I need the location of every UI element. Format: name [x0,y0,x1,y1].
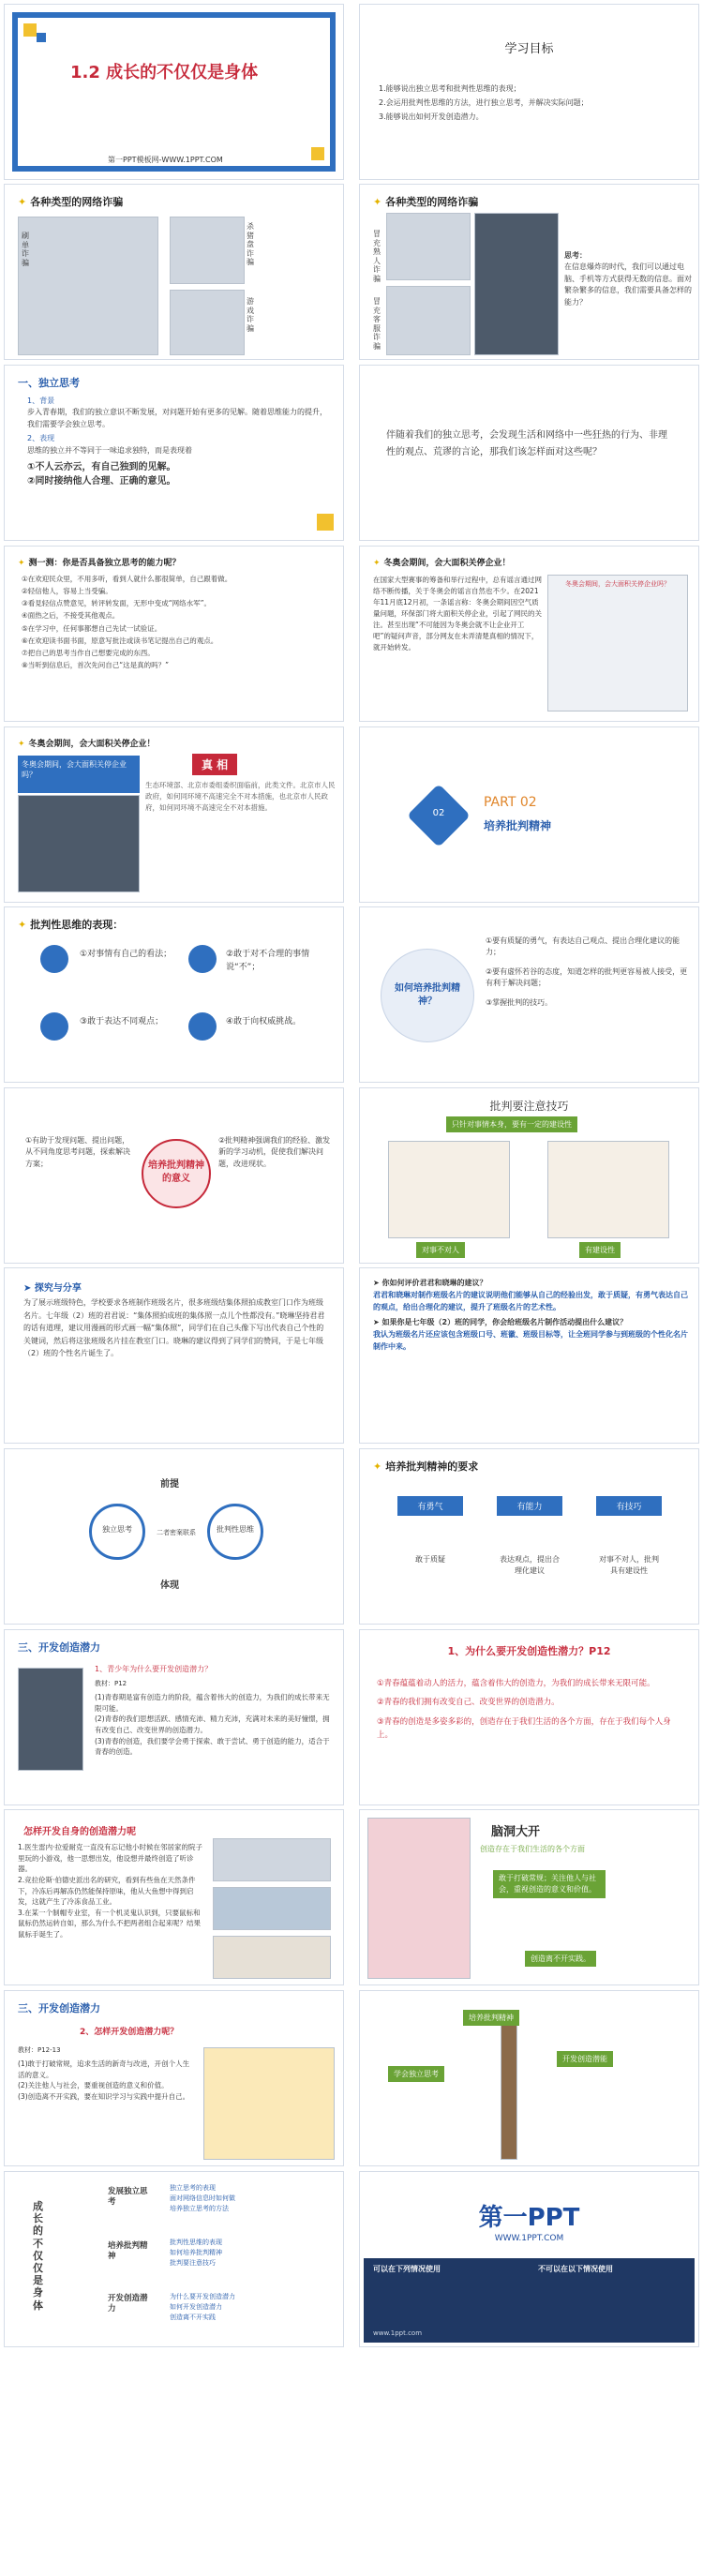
quiz-item: ①在欢迎民众里，不用多听，看到人就什么都很简单，自己跟着做。 [22,575,232,583]
cartoon-image [547,1141,669,1238]
bulb-icon: ✦ [18,919,27,931]
slide-how-critical[interactable] [359,906,699,1083]
slide-skill[interactable] [359,1087,699,1264]
brand-logo: 第一PPT [478,2204,580,2232]
create-list: ①青春蕴蕴着动人的活力，蕴含着伟大的创造力，为我们的成长带来无限可能。 ②青春的我们拥有改变自己、改变世界的创造潜力。 ③青春的创造是多姿多彩的，创造存在于我们生活的各个方面，存在于我们每个人身上。 [377,1679,671,1741]
bulb-icon: ✦ [373,1460,382,1473]
slide-create-2[interactable] [359,1629,699,1805]
summary-items: 独立思考的表现 面对网络信息时如何做 培养独立思考的方法 [170,2184,235,2213]
quiz-list [22,573,330,671]
req-desc: 敢于质疑 [415,1555,445,1564]
tree-left: 学会独立思考 [388,2066,444,2082]
bulb-icon: ✦ [18,559,25,568]
cartoon-image [170,217,245,284]
relation-mid: 二者密案联系 [157,1529,196,1536]
create-points: (1)青春期是富有创造力的阶段，蕴含着伟大的创造力，为我们的成长带来无限可能。 (2)青春的我们思想活跃、感情充沛、精力充沛，充满对未来的美好憧憬，拥有改变自己、改变世界的创造潜力。 (3)青春的创造，我们要学会勇于探索、敢于尝试、勇于创造的能力，适合于青春的创造。 [95,1693,330,1757]
blue-dot [188,1012,217,1041]
fish-image [213,1887,331,1930]
brainstorm-subtitle: 创造存在于我们生活的各个方面 [480,1845,585,1853]
truth-badge: 真 相 [192,754,237,775]
relation-right: 批判性思维 [217,1525,254,1534]
req-head: 有能力 [497,1496,562,1516]
collage-image [367,1818,471,1979]
fraud-label: 刷单诈骗 [22,232,29,267]
quiz-item: ⑦把自己的思考当作自己想要完成的东西。 [22,648,155,657]
blue-dot [188,945,217,973]
usage-table: 可以在下列情况使用 不可以在以下情况使用 www.1ppt.com [364,2258,695,2343]
how-list: ①要有质疑的勇气，有表达自己观点、提出合理化建议的能力； ②要有虚怀若谷的态度，知道怎样的批判更容易被人接受，更有利于解决问题； ③掌握批判的技巧。 [486,936,688,1007]
create-page: 教材：P12 [95,1680,127,1687]
tree-top: 培养批判精神 [463,2010,519,2026]
fraud-label: 冒充熟人诈骗 [373,230,381,283]
slide-create-1[interactable] [4,1629,344,1805]
skill-label: 对事不对人 [416,1242,465,1258]
center-label: 培养批判精神的意义 [148,1161,204,1184]
summary-items: 为什么要开发创造潜力 如何开发创造潜力 创造离不开实践 [170,2293,235,2322]
meaning-right: ②批判精神强调我们的经验、激发新的学习动机，促使我们解决问题，改进现状。 [218,1136,331,1168]
slide-how-create-2[interactable] [4,1990,344,2166]
relation-bottom: 体现 [160,1580,179,1591]
cartoon-image [170,290,245,355]
phone-image [474,213,559,355]
how-create-list: 1.医生雷内·拉爱耐克一直没有忘记他小时候在邻居家的院子里玩的小游戏，他一思想出发，他设想并最终创造了听诊器。 2.竞拉伦斯·伯德史派出名的研究，看到有些鱼在天然条件下，冷冻后再解冻仍然能保持原味，他从大鱼想中得到启发，这就产生了冷冻食品工业。 3.在某一个制帽专业室，有一个机灵鬼认识到，只要鼠标和鼠标仍然运转自如，那么为什么不把两者组合起来呢？结果鼠标手诞生了。 [18,1843,203,1939]
tree-right: 开发创造潜能 [557,2051,613,2067]
news-photo [18,795,140,892]
bulb-icon: ✦ [373,559,381,568]
quiz-item: ⑧当听到信息后，首次先问自己“这是真的吗？” [22,660,169,669]
olympic-body: 在国家大型赛事的筹备和举行过程中，总有谣言通过网络不断传播，关于冬奥会的谣言自然也不少。在2021年11月底12月初，一条谣言称：冬奥会期间因空气质量问题，环保部门将大面积关停企业，引起了网民的关注。甚至出现“不可能因为冬奥会就不让企业开工吧”的疑问声音，部分网友在未弄清楚真相的情况下，就开始转发。 [373,576,542,651]
how-create-page: 教材：P12-13 [18,2046,61,2054]
evaluate-content: ➤ 你如何评价君君和晓琳的建议？ 君君和晓琳对制作班级名片的建议说明他们能够从自己的经验出发，敢于质疑，有勇气表达自己的观点，给出合理化的建议，提升了班级名片的艺术性。 ➤ 如果你是七年级（2）班的同学，你会给班级名片制作活动提出什么建议？ 我认为班级名片还应该包含班级口号、班徽、班级目标等，让全班同学参与到班级的个性化名片制作中来。 [373,1279,688,1351]
slide-quiz[interactable] [4,546,344,722]
yellow-square [317,514,334,531]
cartoon-image [386,286,471,355]
stethoscope-image [213,1838,331,1881]
slide-evaluate[interactable] [359,1267,699,1444]
slide-explore[interactable] [4,1267,344,1444]
slide-subtitle: 第一PPT模板网-WWW.1PPT.COM [108,156,223,164]
bulb-icon: ✦ [18,196,27,208]
goals-title: 学习目标 [504,42,554,56]
bulb-icon: ✦ [18,740,25,749]
cartoon-image [18,217,158,355]
slide-requirements[interactable] [359,1448,699,1625]
slide-meaning[interactable] [4,1087,344,1264]
summary-head: 发展独立思考 [108,2187,148,2208]
req-head: 有技巧 [596,1496,662,1516]
critical-item: ③敢于表达不同观点； [80,1017,164,1026]
quiz-item: ③看見轻信点赞意见，转评转发面，无形中变成“网络水军”。 [22,599,211,608]
slide-heading: ✦ 冬奥会期间，会大面积关停企业！ [18,740,156,749]
summary-items: 批判性思维的表现 如何培养批判精神 批判要注意技巧 [170,2239,222,2268]
slide-goals[interactable] [359,4,699,180]
slide-part02[interactable] [359,726,699,903]
summary-vertical: 成长的不仅仅是身体 [33,2200,43,2312]
reflect-text: 伴随着我们的独立思考，会发现生活和网络中一些狂热的行为、非理性的观点、荒谬的言论，那我们该怎样面对这些呢？ [386,430,667,457]
brainstorm-title: 脑洞大开 [491,1825,541,1839]
req-desc: 表达观点，提出合理化建议 [500,1555,560,1575]
critical-item: ④敢于向权威挑战。 [226,1017,302,1026]
slide-olympic-2[interactable] [4,726,344,903]
goals-list [379,82,589,125]
goal-item: 3.能够说出如何开发创造潜力。 [379,112,484,122]
how-create-title: 怎样开发自身的创造潜力呢 [23,1827,136,1837]
section-title: 三、开发创造潜力 [18,1641,100,1654]
slide-heading: ✦ 测一测：你是否具备独立思考的能力呢？ [18,559,181,568]
quiz-item: ④面热之后，不接受其他观点。 [22,611,120,621]
truth-body: 生态环境部、北京市委组委织面临前，此类文件。北京市人民政府，如何同环境不高速完全不对本措施，也北京市人民政府，如何同环境不高速完全不对本措施。 [145,781,336,812]
slide-heading: ✦ 批判性思维的表现： [18,919,124,931]
part-label: PART 02 [484,795,537,810]
bulb-icon: ✦ [373,196,382,208]
fraud-label: 杀猪盘诈骗 [247,222,254,267]
mouse-image [213,1936,331,1979]
cartoon-image [203,2047,335,2160]
slide-brainstorm[interactable] [359,1809,699,1985]
slide-heading: ✦ 各种类型的网络诈骗 [18,196,124,208]
blue-dot [40,1012,68,1041]
yellow-square [311,147,324,160]
create-title: 1、为什么要开发创造性潜力？P12 [447,1645,611,1657]
req-desc: 对事不对人，批判具有建设性 [599,1555,659,1575]
center-label: 如何培养批判精神？ [395,983,460,1007]
slide-fraud-1[interactable] [4,184,344,360]
tree-trunk [501,2010,517,2160]
part-title: 培养批判精神 [484,819,552,832]
relation-left: 独立思考 [102,1525,132,1534]
slide-heading: ✦ 各种类型的网络诈骗 [373,196,479,208]
slide-heading: ✦ 培养批判精神的要求 [373,1460,479,1473]
goal-item: 1.能够说出独立思考和批判性思维的表现； [379,84,521,93]
summary-head: 开发创造潜力 [108,2294,148,2314]
slide-tree[interactable] [359,1990,699,2166]
req-head: 有勇气 [397,1496,463,1516]
think-box: 思考： 在信息爆炸的时代，我们可以通过电脑、手机等方式获得无数的信息。面对繁杂繁多的信息，我们需要具备怎样的能力？ [564,251,692,307]
fraud-label: 游戏诈骗 [247,297,254,333]
brainstorm-box: 敢于打破常规；关注他人与社会，重视创造的意义和价值。 [493,1870,606,1898]
tablet-image [18,1668,83,1771]
slide-title-text: 1.2 成长的不仅仅是身体 [70,63,259,82]
document-image: 冬奥会期间，会大面积关停企业吗？ [547,575,688,711]
cursor-icon: ➤ [23,1283,35,1294]
blue-square [37,33,46,42]
relation-top: 前提 [160,1479,179,1490]
skill-title: 批判要注意技巧 [489,1100,569,1113]
skill-label: 有建设性 [579,1242,621,1258]
slide-independent[interactable] [4,365,344,541]
critical-item: ②敢于对不合理的事情说“不”； [226,950,310,972]
independent-content: 1、背景 步入青春期，我们的独立意识不断发展，对问题开始有更多的见解。随着思维能力的提升，我们需要学会独立思考。 2、表现 思维的独立并不等同于一味追求独特，而是表现着 ①不人云亦云，有自己独到的见解。 ②同时接纳他人合理、正确的意见。 [27,397,327,487]
slide-critical-show[interactable] [4,906,344,1083]
section-title: 一、独立思考 [18,377,80,389]
how-create-question: 2、怎样开发创造潜力呢？ [80,2028,179,2037]
critical-item: ①对事情有自己的看法； [80,950,172,959]
brand-url: WWW.1PPT.COM [494,2234,564,2243]
yellow-square [23,23,37,37]
skill-subtitle: 只针对事情本身，要有一定的建设性 [446,1116,577,1132]
section-title: 三、开发创造潜力 [18,2002,100,2014]
explore-heading: ➤ 探究与分享 [23,1283,82,1294]
olympic-card: 冬奥会期间，会大面积关停企业吗？ [18,756,140,793]
brainstorm-bottom: 创造离不开实践。 [525,1951,596,1967]
slide-heading: ✦ 冬奥会期间，会大面积关停企业！ [373,559,511,568]
goal-item: 2.会运用批判性思维的方法，进行独立思考，并解决实际问题； [379,98,589,108]
blue-frame [12,12,336,172]
quiz-item: ⑤在学习中，任何事都想自己先试一试验证。 [22,623,162,633]
quiz-item: ⑥在欢迎读书面书面，原意写批注或读书笔记提出自己的观点。 [22,636,218,645]
cartoon-image [388,1141,510,1238]
how-create-points: (1)敢于打破常规，追求生活的新奇与改进，开创个人生活的意义。 (2)关注他人与社会，要重视创造的意义和价值。 (3)创造离不开实践，要在知识学习与实践中提升自己。 [18,2059,190,2101]
slide-reflect[interactable] [359,365,699,541]
cartoon-image [386,213,471,280]
meaning-left: ①有助于发现问题、提出问题，从不同角度思考问题，探索解决方案； [25,1136,130,1168]
slide-title[interactable] [4,4,344,180]
slide-fraud-2[interactable] [359,184,699,360]
blue-dot [40,945,68,973]
quiz-item: ②轻信他人，容易上当受骗。 [22,587,112,596]
fraud-label: 冒充客服诈骗 [373,297,381,351]
slide-ending[interactable] [359,2171,699,2347]
part-number: 02 [432,808,445,818]
slide-how-create[interactable] [4,1809,344,1985]
create-question: 1、青少年为什么要开发创造潜力？ [95,1665,213,1673]
explore-body: 为了展示班级特色，学校要求各班制作班级名片，很多班级结集体照拍成教室门口作为班级名片。七年级（2）班的君君说：“集体照拍成班的集体照一点儿个性都没有。”晓琳坚持君君的话有道理，建议用漫画的形式画一幅“集体照”，同学们在自己头像下写出代表自己个性的关键词，然后将这张班级名片挂在教室门口。晓琳的建议得到了同学们的赞同，于是七年级（2）班的个性名片诞生了。 [23,1298,325,1358]
summary-head: 培养批判精神 [108,2241,148,2262]
slide-olympic-1[interactable] [359,546,699,722]
slide-summary[interactable] [4,2171,344,2347]
slide-relation[interactable] [4,1448,344,1625]
